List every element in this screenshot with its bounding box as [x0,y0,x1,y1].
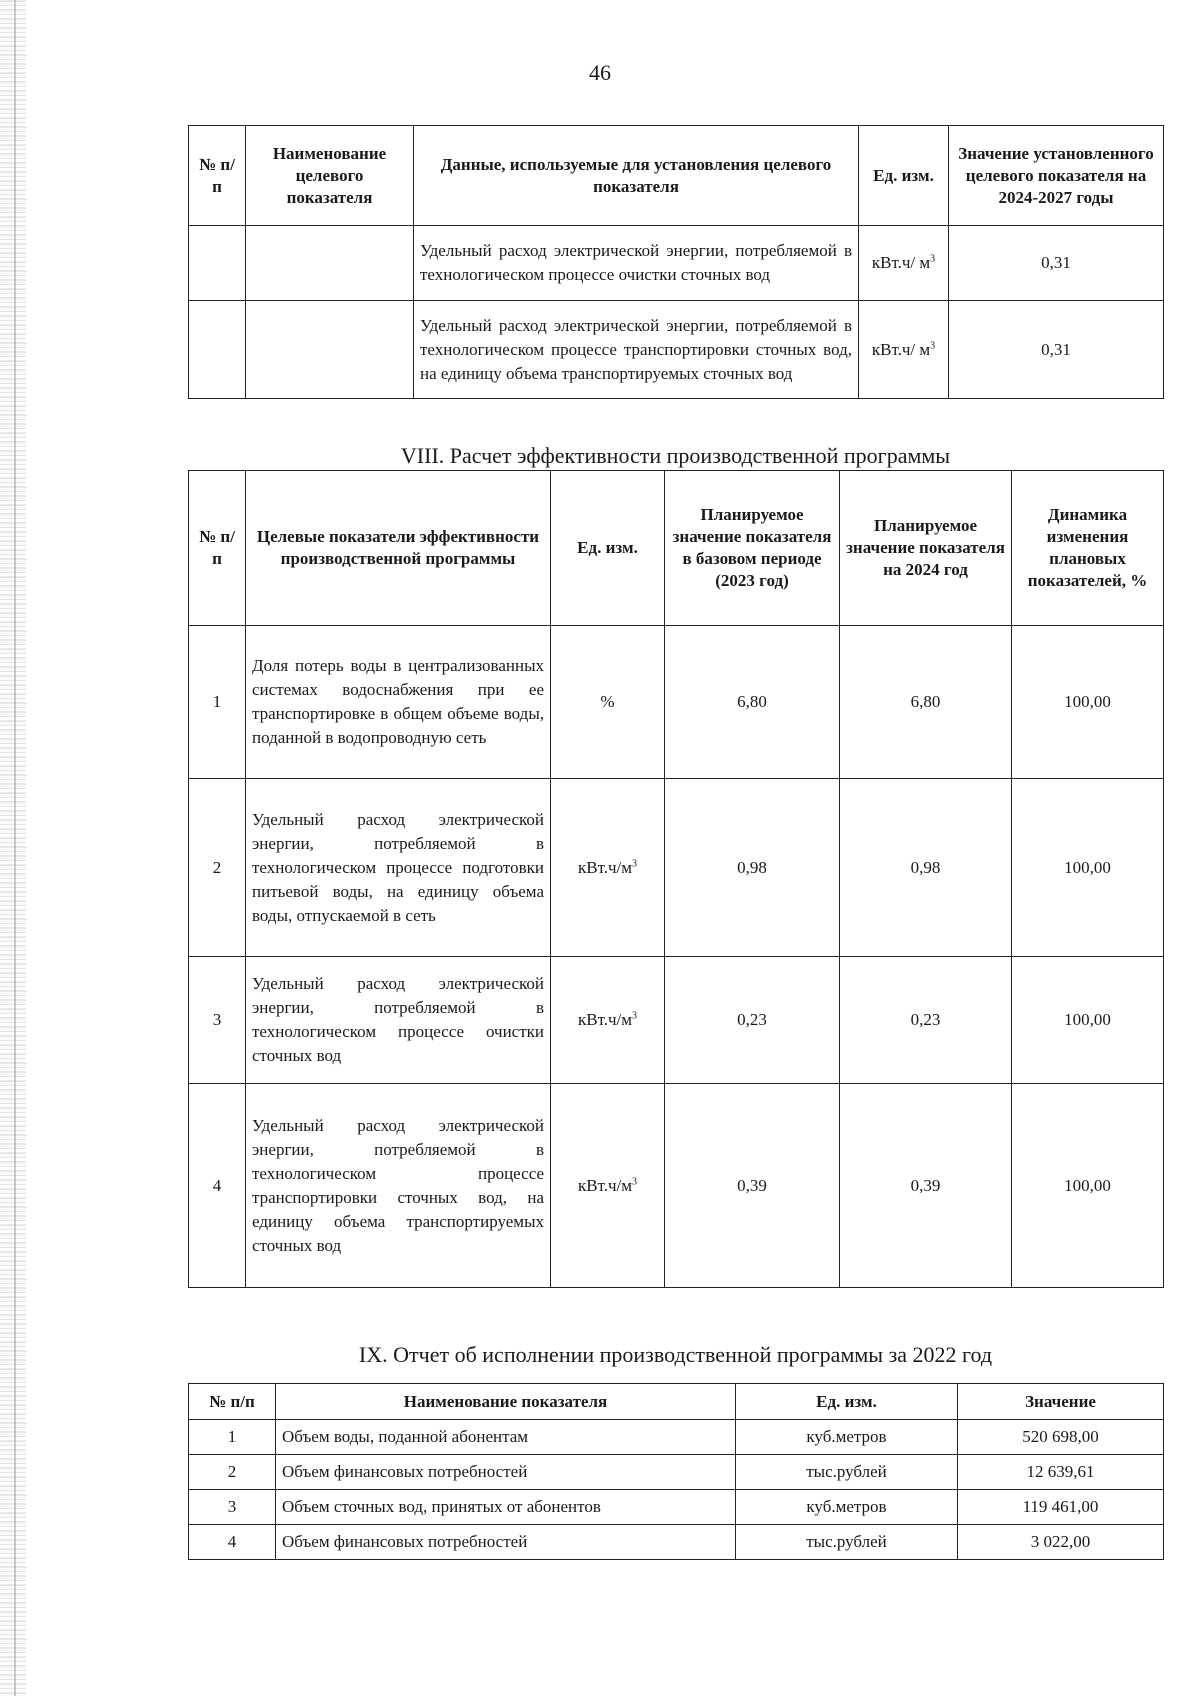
cell-name: Удельный расход электрической энергии, потребляемой в технологическом процессе транспортировки сточных вод, на единицу объема транспортируемых сточных вод [246,1084,551,1288]
cell-plan: 0,39 [840,1084,1012,1288]
unit-text: кВт.ч/ м [871,339,931,359]
cell-name: Объем финансовых потребностей [276,1455,736,1490]
table-row [189,626,1164,779]
section-8-title: VIII. Расчет эффективности производственной программы [400,443,951,468]
header-value: Значение установленного целевого показателя на 2024-2027 годы [949,126,1164,226]
execution-report-table [188,1383,1164,1560]
cell-base: 0,39 [665,1084,840,1288]
unit-superscript: 3 [930,253,936,265]
cell-base: 0,98 [665,779,840,957]
cell-value: 12 639,61 [958,1455,1164,1490]
cell-unit: тыс.рублей [736,1525,958,1560]
cell-dynamics: 100,00 [1012,957,1164,1084]
scan-edge-artifact [0,0,26,1696]
header-num: № п/п [189,1384,276,1420]
unit-superscript: 3 [632,1175,638,1187]
unit-text: кВт.ч/м [577,857,633,877]
header-indicator-name: Наименование показателя [276,1384,736,1420]
unit-superscript: 3 [632,1010,638,1022]
cell-num: 4 [189,1525,276,1560]
table-row [189,226,1164,301]
header-base-period: Планируемое значение показателя в базовом периоде (2023 год) [665,471,840,626]
table-row [189,301,1164,399]
cell-dynamics: 100,00 [1012,1084,1164,1288]
header-data: Данные, используемые для установления целевого показателя [414,126,859,226]
cell-num: 2 [189,1455,276,1490]
unit-superscript: 3 [930,339,936,351]
cell-unit [551,1084,665,1288]
unit-text: % [600,692,615,711]
cell-name [246,301,414,399]
header-dynamics: Динамика изменения плановых показателей, % [1012,471,1164,626]
cell-num: 2 [189,779,246,957]
page-number: 46 [589,60,611,85]
section-9-title: IX. Отчет об исполнении производственной программы за 2022 год [358,1342,993,1367]
cell-name: Доля потерь воды в централизованных системах водоснабжения при ее транспортировке в общем объеме воды, поданной в водопроводную сеть [246,626,551,779]
cell-base: 6,80 [665,626,840,779]
cell-plan: 0,23 [840,957,1012,1084]
cell-name: Объем финансовых потребностей [276,1525,736,1560]
cell-value: 0,31 [949,301,1164,399]
cell-value: 520 698,00 [958,1420,1164,1455]
unit-superscript: 3 [632,857,638,869]
cell-name: Удельный расход электрической энергии, потребляемой в технологическом процессе подготовки питьевой воды, на единицу объема воды, отпускаемой в сеть [246,779,551,957]
unit-text: кВт.ч/ м [871,253,931,272]
cell-data: Удельный расход электрической энергии, потребляемой в технологическом процессе очистки сточных вод [414,226,859,301]
cell-num [189,226,246,301]
efficiency-table [188,470,1164,1288]
header-num: № п/п [189,471,246,626]
header-plan-2024: Планируемое значение показателя на 2024 год [840,471,1012,626]
cell-num: 3 [189,957,246,1084]
cell-value: 3 022,00 [958,1525,1164,1560]
cell-name: Объем воды, поданной абонентам [276,1420,736,1455]
table-row [189,1455,1164,1490]
cell-plan: 6,80 [840,626,1012,779]
header-unit: Ед. изм. [551,471,665,626]
cell-unit [551,626,665,779]
cell-num: 3 [189,1490,276,1525]
table-row [189,1084,1164,1288]
cell-unit [859,301,949,399]
targets-table-continued [188,125,1164,399]
cell-base: 0,23 [665,957,840,1084]
cell-num: 1 [189,1420,276,1455]
cell-value: 0,31 [949,226,1164,301]
header-value: Значение [958,1384,1164,1420]
cell-unit [551,779,665,957]
cell-value: 119 461,00 [958,1490,1164,1525]
unit-text: кВт.ч/м [577,1010,633,1029]
cell-num: 1 [189,626,246,779]
cell-unit [859,226,949,301]
header-indicator: Целевые показатели эффективности производственной программы [246,471,551,626]
table-row [189,957,1164,1084]
cell-unit: куб.метров [736,1490,958,1525]
header-num: № п/п [189,126,246,226]
cell-dynamics: 100,00 [1012,779,1164,957]
cell-unit [551,957,665,1084]
table-row [189,1525,1164,1560]
cell-num [189,301,246,399]
header-unit: Ед. изм. [736,1384,958,1420]
cell-name [246,226,414,301]
header-unit: Ед. изм. [859,126,949,226]
header-name: Наименование целевого показателя [246,126,414,226]
cell-plan: 0,98 [840,779,1012,957]
cell-data: Удельный расход электрической энергии, потребляемой в технологическом процессе транспортировки сточных вод, на единицу объема транспортируемых сточных вод [414,301,859,399]
table-row [189,1420,1164,1455]
unit-text: кВт.ч/м [577,1175,633,1195]
table-row [189,1490,1164,1525]
scan-edge-line [14,0,16,1696]
cell-name: Объем сточных вод, принятых от абонентов [276,1490,736,1525]
cell-num: 4 [189,1084,246,1288]
cell-dynamics: 100,00 [1012,626,1164,779]
cell-name: Удельный расход электрической энергии, потребляемой в технологическом процессе очистки сточных вод [246,957,551,1084]
cell-unit: тыс.рублей [736,1455,958,1490]
cell-unit: куб.метров [736,1420,958,1455]
table-row [189,779,1164,957]
